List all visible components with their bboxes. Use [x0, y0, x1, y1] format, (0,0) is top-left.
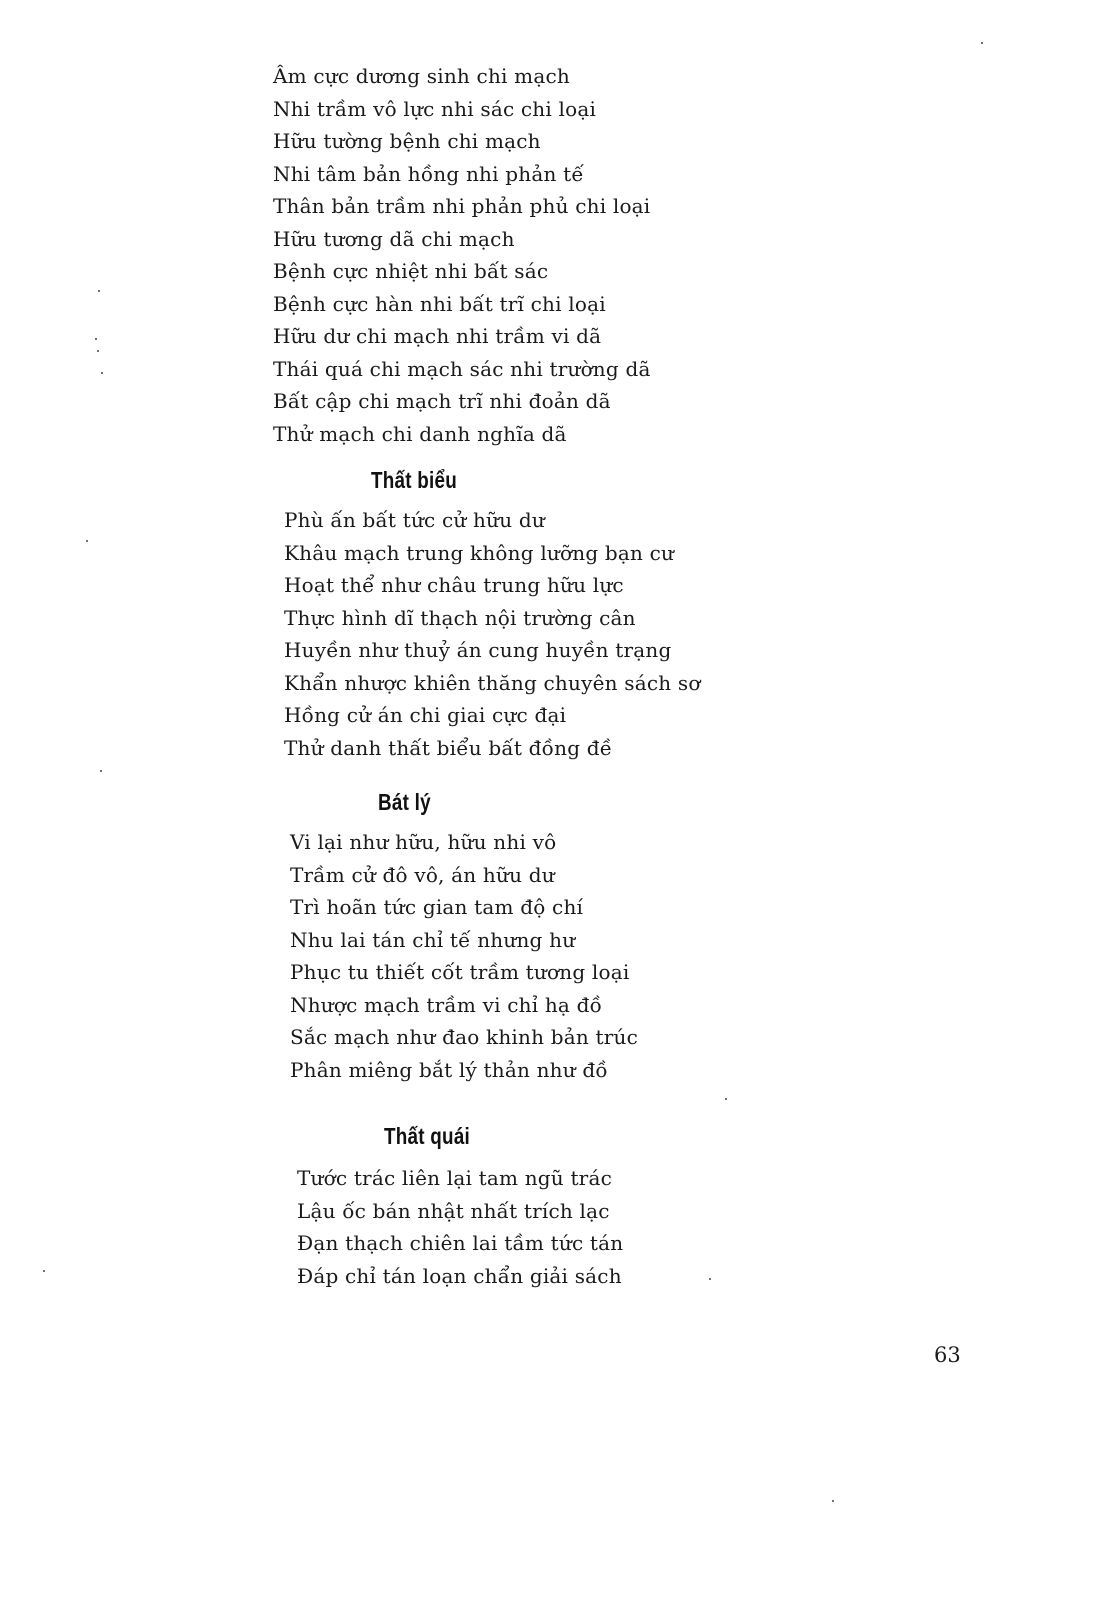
verse-line: Nhu lai tán chỉ tế nhưng hư [290, 927, 576, 952]
verse-line: Nhược mạch trầm vi chỉ hạ đồ [290, 992, 603, 1017]
scan-speck [981, 42, 983, 44]
scan-speck [86, 540, 88, 542]
verse-line: Vi lại như hữu, hữu nhi vô [290, 830, 557, 854]
verse-line: Bất cập chi mạch trĩ nhi đoản dã [273, 389, 611, 413]
scan-speck [43, 1270, 45, 1272]
scan-speck [101, 372, 103, 374]
verse-line: Trầm cử đô vô, án hữu dư [290, 862, 555, 887]
verse-line: Nhi tâm bản hồng nhi phản tế [273, 161, 584, 186]
verse-line: Âm cực dương sinh chi mạch [273, 64, 570, 88]
verse-line: Thái quá chi mạch sác nhi trường dã [273, 356, 651, 381]
verse-line: Phân miêng bắt lý thản như đồ [290, 1057, 608, 1082]
verse-line: Hữu dư chi mạch nhi trầm vi dã [273, 324, 602, 348]
scan-speck [95, 338, 97, 340]
verse-line: Hữu tương dã chi mạch [273, 226, 515, 251]
verse-line: Phục tu thiết cốt trầm tương loại [290, 960, 630, 984]
verse-line: Đáp chỉ tán loạn chẩn giải sách [297, 1263, 622, 1288]
page-number: 63 [934, 1343, 961, 1367]
verse-line: Lậu ốc bán nhật nhất trích lạc [297, 1198, 610, 1223]
section-heading-that-quai: Thất quái [384, 1123, 471, 1149]
verse-line: Thân bản trầm nhi phản phủ chi loại [273, 194, 651, 218]
verse-line: Phù ấn bất tức cử hữu dư [284, 508, 545, 532]
scan-speck [725, 1098, 727, 1100]
section-heading-that-bieu: Thất biểu [371, 467, 458, 493]
verse-line: Hồng cử án chi giai cực đại [284, 703, 567, 727]
verse-line: Nhi trầm vô lực nhi sác chi loại [273, 96, 597, 121]
verse-line: Thực hình dĩ thạch nội trường cân [284, 605, 636, 630]
scan-speck [100, 770, 102, 772]
verse-block-that-bieu [284, 504, 701, 764]
verse-block-that-quai [297, 1162, 623, 1292]
scan-speck [832, 1500, 834, 1502]
verse-line: Huyền như thuỷ án cung huyền trạng [284, 638, 672, 662]
verse-line: Trì hoãn tức gian tam độ chí [290, 895, 584, 919]
verse-line: Tước trác liên lại tam ngũ trác [297, 1166, 612, 1190]
verse-line: Hữu tường bệnh chi mạch [273, 129, 541, 153]
scan-speck [709, 1278, 711, 1280]
verse-line: Khẩn nhược khiên thăng chuyên sách sơ [284, 670, 701, 695]
section-heading-bat-ly: Bát lý [378, 789, 431, 815]
verse-line: Sắc mạch như đao khinh bản trúc [290, 1025, 638, 1049]
verse-block-bat-ly [290, 826, 638, 1086]
scan-speck [97, 350, 99, 352]
scan-speck [98, 290, 100, 292]
verse-line: Khâu mạch trung không lưỡng bạn cư [284, 540, 675, 565]
verse-line: Đạn thạch chiên lai tầm tức tán [297, 1231, 624, 1255]
verse-line: Thử mạch chi danh nghĩa dã [273, 421, 567, 446]
verse-line: Hoạt thể như châu trung hữu lực [284, 573, 624, 597]
verse-block-opening [273, 60, 651, 450]
verse-line: Bệnh cực hàn nhi bất trĩ chi loại [273, 291, 606, 316]
verse-line: Thử danh thất biểu bất đồng đề [284, 735, 613, 760]
verse-line: Bệnh cực nhiệt nhi bất sác [273, 259, 549, 283]
